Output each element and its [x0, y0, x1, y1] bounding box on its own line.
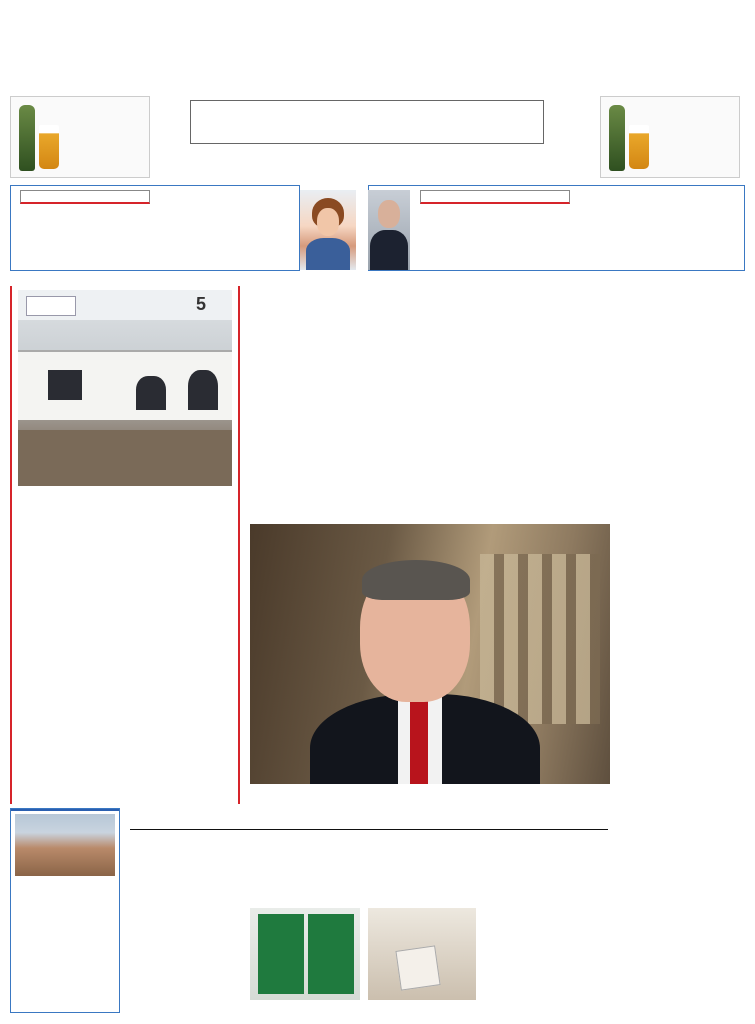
strip-tab-left	[20, 190, 150, 204]
office-photo: 5	[18, 290, 232, 486]
strip-tab-right	[420, 190, 570, 204]
festival-divider	[130, 829, 608, 830]
beer-glass-icon	[39, 125, 59, 169]
bottom-left-box	[10, 808, 120, 1013]
author-portrait-man	[368, 190, 410, 270]
beer-glass-icon	[629, 125, 649, 169]
korca-beer-ad-left	[10, 96, 150, 178]
issue-line	[190, 163, 570, 173]
beer-bottle-icon	[19, 105, 35, 171]
staff-box	[190, 100, 544, 144]
right-column	[612, 524, 748, 804]
korca-beer-ad-right	[600, 96, 740, 178]
author-portrait-woman	[300, 190, 356, 270]
bottom-left-tag	[11, 809, 119, 811]
beer-bottle-icon	[609, 105, 625, 171]
city-photo	[15, 814, 115, 876]
festival-photo-1	[250, 908, 360, 1000]
festival-photo-2	[368, 908, 476, 1000]
lead-photo	[250, 524, 610, 784]
